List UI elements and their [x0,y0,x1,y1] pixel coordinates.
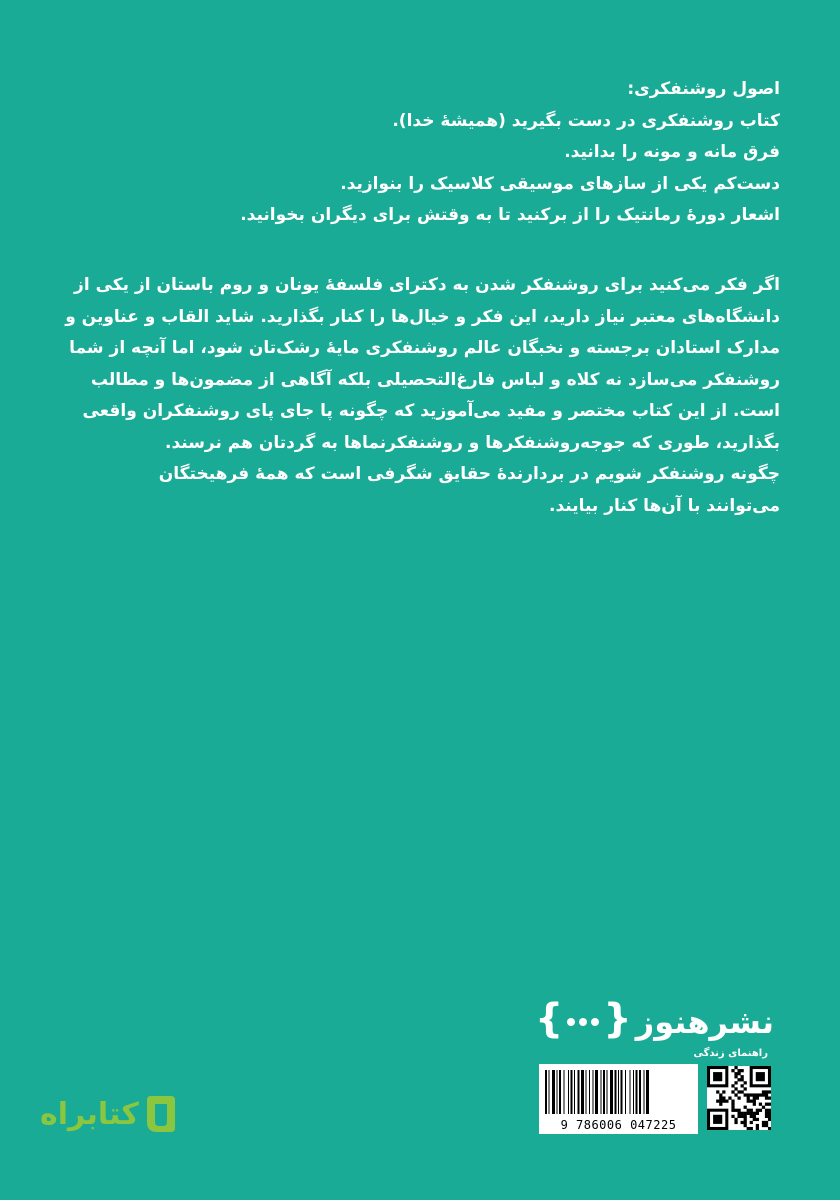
principle-item: اشعار دورهٔ رمانتیک را از برکنید تا به وقتش برای دیگران بخوانید. [240,205,780,225]
description-line: می‌توانند با آن‌ها کنار بیایند. [549,495,780,516]
close-brace-icon: } [534,996,564,1042]
open-brace-icon: { [603,996,632,1042]
description-line: است. از این کتاب مختصر و مفید می‌آموزید که چگونه پا جای پای روشنفکران واقعی [82,401,780,421]
description-line: دانشگاه‌های معتبر نیاز دارید، این فکر و خیال‌ها را کنار بگذارید. شاید القاب و عناوین و [65,306,780,327]
description-line: اگر فکر می‌کنید برای روشنفکر شدن به دکترای فلسفهٔ یونان و روم باستان از یکی از [74,275,780,295]
description-line: چگونه روشنفکر شویم در بردارندهٔ حقایق شگرفی است که همهٔ فرهیختگان [158,464,780,484]
principles-heading: اصول روشنفکری: [627,79,780,99]
barcode [539,1064,698,1134]
dots-icon [567,1018,599,1026]
book-description [65,270,780,522]
publisher-logo [534,996,774,1042]
barcode-bars-icon [545,1070,692,1114]
description-line: بگذارید، طوری که جوجه‌روشنفکرها و روشنفکرنماها به گردتان هم نرسند. [165,432,780,453]
publisher-name: نشرهنوز [635,1003,774,1041]
qr-code-icon [707,1066,771,1130]
principle-item: کتاب روشنفکری در دست بگیرید (همیشهٔ خدا). [392,110,780,131]
principle-item: فرق مانه و مونه را بدانید. [564,142,780,162]
principles-section [100,74,780,232]
principle-item: دست‌کم یکی از سازهای موسیقی کلاسیک را بنوازید. [340,173,780,194]
ketabrah-mark-icon [143,1096,175,1132]
description-line: روشنفکر می‌سازد نه کلاه و لباس فارغ‌التحصیلی بلکه آگاهی از مضمون‌ها و مطالب [90,369,780,390]
ketabrah-logo-text: کتابراه [40,1096,139,1132]
ketabrah-logo [40,1096,175,1132]
isbn-number: 9 786006 047225 [560,1118,677,1132]
description-line: مدارک استادان برجسته و نخبگان عالم روشنفکری مایهٔ رشک‌تان شود، اما آنچه از شما [69,338,780,358]
series-label: راهنمای زندگی [693,1048,768,1059]
